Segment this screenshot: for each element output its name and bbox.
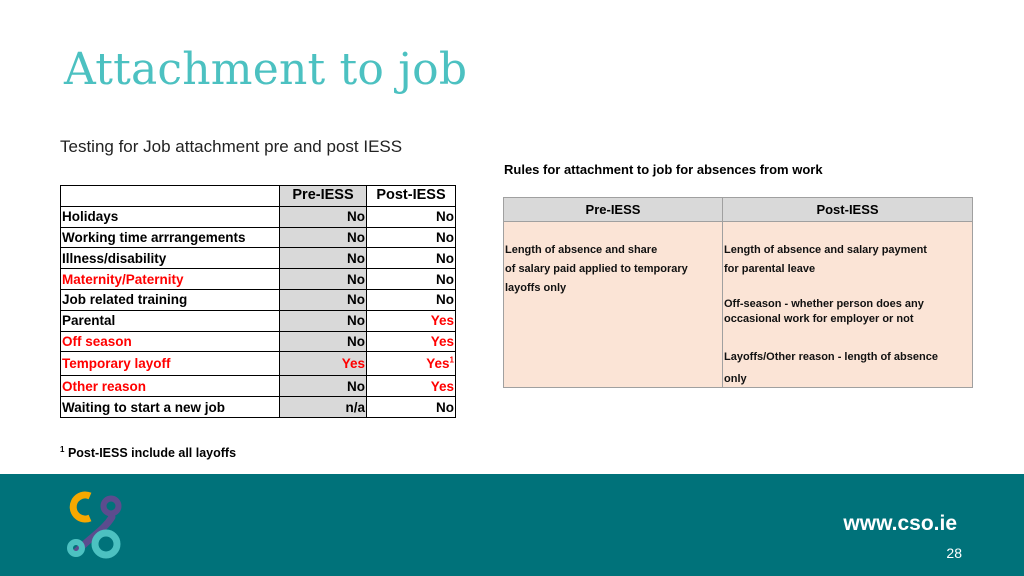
- row-pre-value: No: [280, 310, 367, 331]
- header-label-cell: [61, 186, 280, 207]
- header-post-iess: Post-IESS: [367, 186, 456, 207]
- row-post-value: No: [367, 227, 456, 248]
- row-post-text: Yes: [426, 356, 450, 372]
- row-post-value: [367, 352, 456, 376]
- table-row: [61, 397, 456, 418]
- row-pre-value: No: [280, 227, 367, 248]
- row-label: Maternity/Paternity: [61, 269, 280, 290]
- row-pre-value: No: [280, 206, 367, 227]
- row-label: Holidays: [61, 206, 280, 227]
- row-pre-value: n/a: [280, 397, 367, 418]
- attachment-test-table: [60, 185, 456, 418]
- table-row: [61, 227, 456, 248]
- rules-title: Rules for attachment to job for absences from work: [504, 162, 823, 177]
- table-row: [61, 310, 456, 331]
- row-pre-value: No: [280, 269, 367, 290]
- table-row: [61, 206, 456, 227]
- row-pre-value: No: [280, 289, 367, 310]
- row-post-value: Yes: [367, 310, 456, 331]
- table-row: [61, 331, 456, 352]
- row-pre-value: No: [280, 331, 367, 352]
- rules-table: [503, 197, 973, 388]
- rules-post-line: for parental leave: [724, 263, 816, 275]
- rules-body-row: [504, 222, 972, 387]
- rules-header-post: Post-IESS: [816, 202, 879, 217]
- row-label: Working time arrrangements: [61, 227, 280, 248]
- header-pre-iess: Pre-IESS: [280, 186, 367, 207]
- row-post-value: No: [367, 269, 456, 290]
- row-post-value: No: [367, 206, 456, 227]
- row-pre-value: No: [280, 376, 367, 397]
- rules-post-line: Off-season - whether person does any: [724, 298, 924, 310]
- row-label: Job related training: [61, 289, 280, 310]
- footer-bar: [0, 474, 1024, 576]
- row-label: Illness/disability: [61, 248, 280, 269]
- footnote: [60, 445, 236, 460]
- rules-pre-cell: [504, 222, 723, 387]
- table-row: [61, 269, 456, 290]
- rules-post-line: Layoffs/Other reason - length of absence: [724, 351, 938, 363]
- footnote-marker: 1: [60, 445, 65, 454]
- row-post-value: No: [367, 289, 456, 310]
- row-post-value: No: [367, 397, 456, 418]
- row-post-value: No: [367, 248, 456, 269]
- page-number: 28: [946, 545, 962, 561]
- row-label: Other reason: [61, 376, 280, 397]
- table-row: [61, 248, 456, 269]
- footnote-text: Post-IESS include all layoffs: [67, 446, 237, 461]
- rules-post-line: occasional work for employer or not: [724, 313, 914, 325]
- rules-pre-line: of salary paid applied to temporary: [505, 263, 688, 275]
- cso-logo-icon: [64, 490, 126, 562]
- table-row: [61, 376, 456, 397]
- row-label: Waiting to start a new job: [61, 397, 280, 418]
- row-pre-value: Yes: [280, 352, 367, 376]
- row-post-value: Yes: [367, 331, 456, 352]
- row-label: Parental: [61, 310, 280, 331]
- slide-title: Attachment to job: [64, 44, 468, 95]
- rules-pre-line: layoffs only: [505, 282, 567, 294]
- slide-subtitle: Testing for Job attachment pre and post IESS: [60, 137, 403, 156]
- rules-post-line: Length of absence and salary payment: [724, 244, 927, 256]
- rules-header-row: [504, 198, 972, 222]
- row-pre-value: No: [280, 248, 367, 269]
- row-label: Temporary layoff: [61, 352, 280, 376]
- rules-pre-line: Length of absence and share: [505, 244, 658, 256]
- rules-post-cell: [723, 222, 972, 387]
- table-header-row: [61, 186, 456, 207]
- rules-header-pre: Pre-IESS: [504, 198, 723, 221]
- rules-post-line: only: [724, 373, 747, 385]
- table-row: [61, 289, 456, 310]
- row-post-value: Yes: [367, 376, 456, 397]
- footnote-marker: 1: [449, 355, 454, 365]
- row-label: Off season: [61, 331, 280, 352]
- table-row: [61, 352, 456, 376]
- website-link[interactable]: www.cso.ie: [843, 512, 957, 535]
